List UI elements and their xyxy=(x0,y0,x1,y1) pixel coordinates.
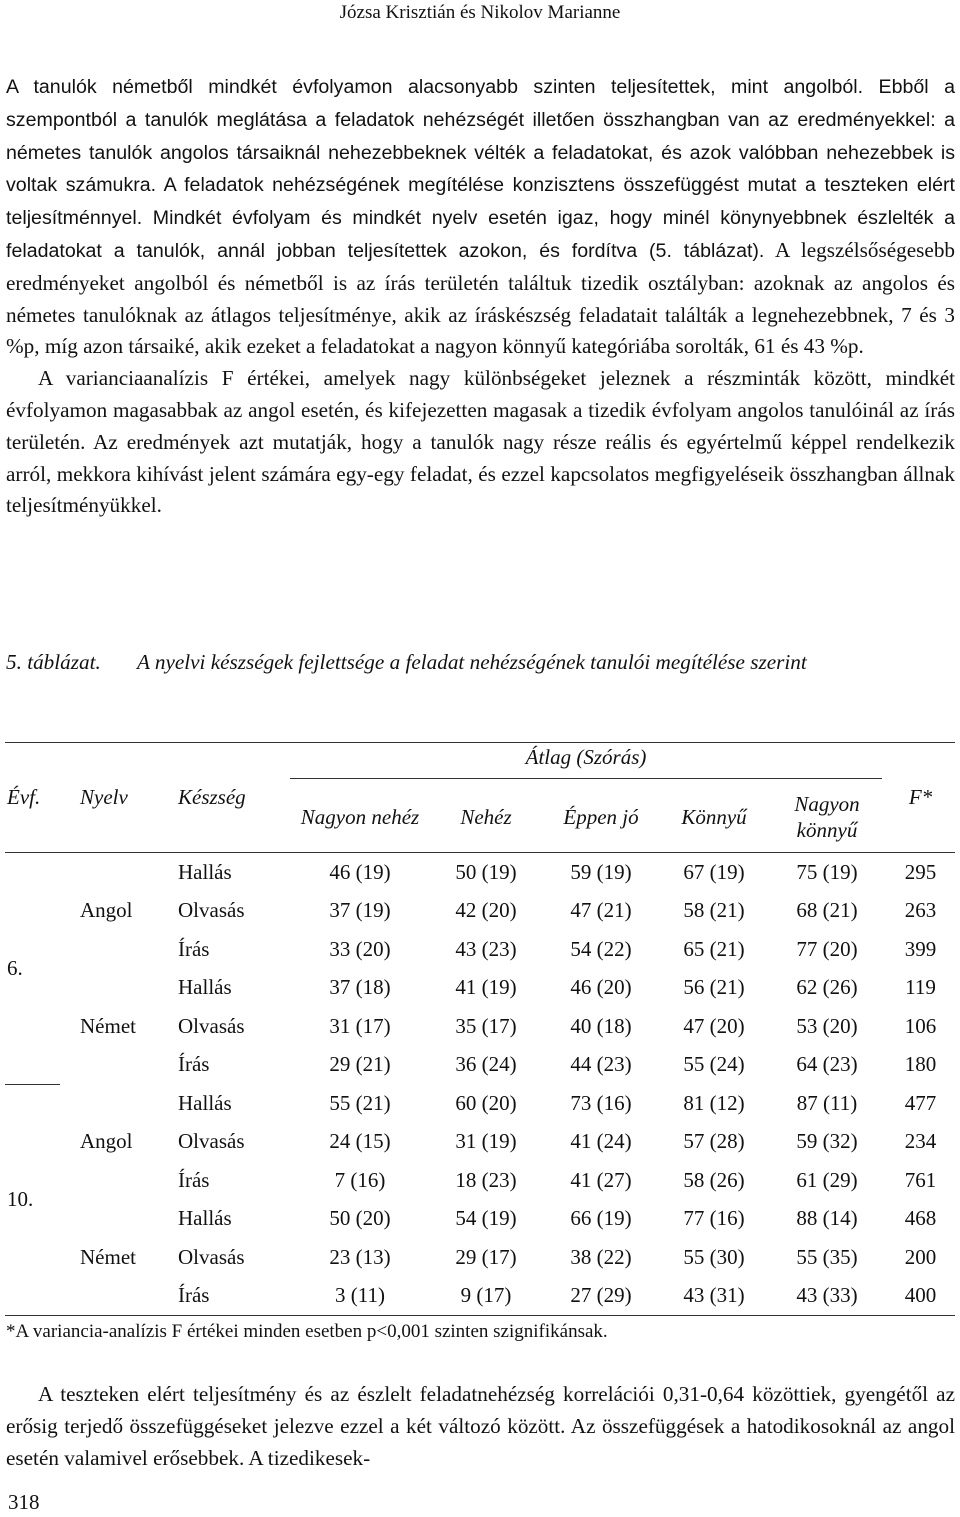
value-cell: 47 (20) xyxy=(683,1013,745,1038)
value-cell: 41 (27) xyxy=(570,1167,632,1192)
skill-cell: Írás xyxy=(178,936,210,961)
value-cell: 77 (16) xyxy=(683,1206,745,1231)
value-cell: 77 (20) xyxy=(796,936,858,961)
value-cell: 75 (19) xyxy=(796,859,858,884)
table-caption-title: A nyelvi készségek fejlettsége a feladat nehézségének tanulói megítélése szerint xyxy=(137,650,807,674)
value-cell: 43 (33) xyxy=(768,1277,886,1316)
header-year: Évf. xyxy=(5,743,60,853)
value-cell: 18 (23) xyxy=(455,1167,517,1192)
table-row xyxy=(5,969,955,1008)
year-cell: 6. xyxy=(5,853,60,1085)
value-cell: 43 (31) xyxy=(660,1277,768,1316)
language-cell: Angol xyxy=(80,898,133,923)
paragraph-sans-text: A tanulók németből mindkét évfolyamon alacsonyabb szinten teljesítettek, mint angolból. Ebből a szempontból a tanulók meglátása a feladatok nehézségét illetően összhangban van az eredményekkel: a németes tanulók angolos társaiknál nehezebbeknek vélték a feladatokat, és azok valóbban nehezebbek is voltak számukra. A feladatok nehézségének megítélése konzisztens összefüggést mutat a teszteken elért teljesítménnyel. Mindkét évfolyam és mindkét nyelv esetén igaz, hogy minél könynyebbnek észlelték a feladatokat a tanulók, annál jobban teljesítettek azokon, és fordítva (5. táblázat). xyxy=(6,76,955,262)
value-cell: 54 (19) xyxy=(455,1206,517,1231)
value-cell: 55 (21) xyxy=(329,1090,391,1115)
value-cell: 87 (11) xyxy=(796,1090,858,1115)
language-cell: Német xyxy=(80,1013,136,1038)
header-very-hard: Nagyon nehéz xyxy=(290,783,430,853)
value-cell: 46 (20) xyxy=(570,975,632,1000)
f-value-cell: 200 xyxy=(904,1244,937,1269)
value-cell: 37 (18) xyxy=(329,975,391,1000)
value-cell: 41 (24) xyxy=(570,1129,632,1154)
header-skill: Készség xyxy=(172,743,290,853)
skill-cell: Hallás xyxy=(178,1206,232,1231)
skill-cell: Olvasás xyxy=(178,1129,245,1154)
body-paragraph-2: A teszteken elért teljesítmény és az észlelt feladatnehézség korrelációi 0,31-0,64 közöttiek, gyengétől az erősig terjedő összefüggéseket jelezve ezzel a két változó között. Az összefüggések a hatodikosoknál az angol esetén valamivel erősebbek. A tizedikesek- xyxy=(6,1382,955,1470)
value-cell: 46 (19) xyxy=(329,859,391,884)
value-cell: 42 (20) xyxy=(455,898,517,923)
value-cell: 57 (28) xyxy=(683,1129,745,1154)
paragraph-results xyxy=(6,71,955,363)
value-cell: 9 (17) xyxy=(430,1277,542,1316)
language-cell: Angol xyxy=(80,1129,133,1154)
header-very-easy: Nagyon könnyű xyxy=(768,783,886,853)
value-cell: 29 (17) xyxy=(455,1244,517,1269)
value-cell: 73 (16) xyxy=(570,1090,632,1115)
value-cell: 56 (21) xyxy=(683,975,745,1000)
body-paragraph-1 xyxy=(6,71,955,522)
header-f: F* xyxy=(886,743,955,853)
value-cell: 35 (17) xyxy=(455,1013,517,1038)
skill-cell: Írás xyxy=(172,1277,290,1316)
skill-cell: Olvasás xyxy=(178,1013,245,1038)
f-value-cell: 761 xyxy=(904,1167,937,1192)
value-cell: 31 (17) xyxy=(329,1013,391,1038)
value-cell: 3 (11) xyxy=(290,1277,430,1316)
skill-cell: Írás xyxy=(178,1167,210,1192)
value-cell: 66 (19) xyxy=(570,1206,632,1231)
value-cell: 27 (29) xyxy=(542,1277,660,1316)
value-cell: 55 (35) xyxy=(796,1244,858,1269)
paragraph-serif-text: A legszélsőségesebb eredményeket angolból és németből is az írás területén találtuk tizedik osztályban: azoknak az angolos és németes tanulóknak az átlagos teljesítménye, akik az íráskészség feladatait találták a legnehezebbnek, 7 és 3 %p, míg azon társaiké, akik ezeket a feladatokat a nagyon könnyű kategóriába sorolták, 61 és 43 %p. xyxy=(6,237,956,359)
value-cell: 53 (20) xyxy=(796,1013,858,1038)
skill-cell: Hallás xyxy=(178,975,232,1000)
value-cell: 23 (13) xyxy=(329,1244,391,1269)
value-cell: 65 (21) xyxy=(683,936,745,961)
value-cell: 64 (23) xyxy=(796,1052,858,1077)
value-cell: 88 (14) xyxy=(796,1206,858,1231)
header-group-label: Átlag (Szórás) xyxy=(290,745,882,779)
f-value-cell: 468 xyxy=(904,1206,937,1231)
value-cell: 68 (21) xyxy=(796,898,858,923)
f-value-cell: 477 xyxy=(904,1090,937,1115)
value-cell: 38 (22) xyxy=(570,1244,632,1269)
language-cell: Német xyxy=(60,1200,172,1316)
table-caption-number: 5. táblázat. xyxy=(6,650,101,674)
skill-cell: Hallás xyxy=(178,859,232,884)
value-cell: 81 (12) xyxy=(683,1090,745,1115)
header-just-right: Éppen jó xyxy=(542,783,660,853)
f-value-cell: 399 xyxy=(904,936,937,961)
value-cell: 59 (19) xyxy=(570,859,632,884)
value-cell: 33 (20) xyxy=(329,936,391,961)
f-value-cell: 234 xyxy=(904,1129,937,1154)
value-cell: 37 (19) xyxy=(329,898,391,923)
value-cell: 60 (20) xyxy=(455,1090,517,1115)
value-cell: 50 (20) xyxy=(329,1206,391,1231)
header-language: Nyelv xyxy=(60,743,172,853)
table-row xyxy=(5,1084,955,1123)
running-header: Józsa Krisztián és Nikolov Marianne xyxy=(339,2,621,23)
value-cell: 50 (19) xyxy=(455,859,517,884)
value-cell: 36 (24) xyxy=(455,1052,517,1077)
value-cell: 40 (18) xyxy=(570,1013,632,1038)
f-value-cell: 295 xyxy=(904,859,937,884)
f-value-cell: 119 xyxy=(905,975,936,1000)
value-cell: 55 (30) xyxy=(683,1244,745,1269)
value-cell: 55 (24) xyxy=(683,1052,745,1077)
header-hard: Nehéz xyxy=(430,783,542,853)
f-value-cell: 400 xyxy=(886,1277,955,1316)
value-cell: 61 (29) xyxy=(796,1167,858,1192)
f-value-cell: 263 xyxy=(904,898,937,923)
f-value-cell: 106 xyxy=(904,1013,937,1038)
value-cell: 41 (19) xyxy=(455,975,517,1000)
header-easy: Könnyű xyxy=(660,783,768,853)
value-cell: 54 (22) xyxy=(570,936,632,961)
difficulty-table xyxy=(5,742,955,1316)
table-footnote: *A variancia-analízis F értékei minden esetben p<0,001 szinten szignifikánsak. xyxy=(6,1321,608,1342)
value-cell: 44 (23) xyxy=(570,1052,632,1077)
value-cell: 58 (21) xyxy=(683,898,745,923)
skill-cell: Olvasás xyxy=(178,898,245,923)
table-row xyxy=(5,1200,955,1239)
value-cell: 62 (26) xyxy=(796,975,858,1000)
table-caption xyxy=(6,647,955,679)
skill-cell: Olvasás xyxy=(178,1244,245,1269)
table-body xyxy=(5,853,955,1316)
value-cell: 43 (23) xyxy=(455,936,517,961)
value-cell: 29 (21) xyxy=(329,1052,391,1077)
value-cell: 58 (26) xyxy=(683,1167,745,1192)
skill-cell: Írás xyxy=(178,1052,210,1077)
value-cell: 7 (16) xyxy=(334,1167,386,1192)
skill-cell: Hallás xyxy=(178,1090,232,1115)
page-number: 318 xyxy=(8,1490,40,1514)
header-group xyxy=(290,743,886,783)
table-row xyxy=(5,853,955,892)
paragraph-variance: A varianciaanalízis F értékei, amelyek nagy különbségeket jeleznek a részminták között, mindkét évfolyamon magasabbak az angol esetén, és kifejezetten magasak a tizedik évfolyam angolos tanulóinál az írás területén. Az eredmények azt mutatják, hogy a tanulók nagy része reális és egyértelmű képpel rendelkezik arról, mekkora kihívást jelent számára egy-egy feladat, és ezzel kapcsolatos megfigyeléseik összhangban állnak teljesítményükkel. xyxy=(6,366,955,518)
f-value-cell: 180 xyxy=(904,1052,937,1077)
value-cell: 67 (19) xyxy=(683,859,745,884)
value-cell: 31 (19) xyxy=(455,1129,517,1154)
year-cell: 10. xyxy=(5,1084,60,1316)
value-cell: 24 (15) xyxy=(329,1129,391,1154)
value-cell: 59 (32) xyxy=(796,1129,858,1154)
value-cell: 47 (21) xyxy=(570,898,632,923)
